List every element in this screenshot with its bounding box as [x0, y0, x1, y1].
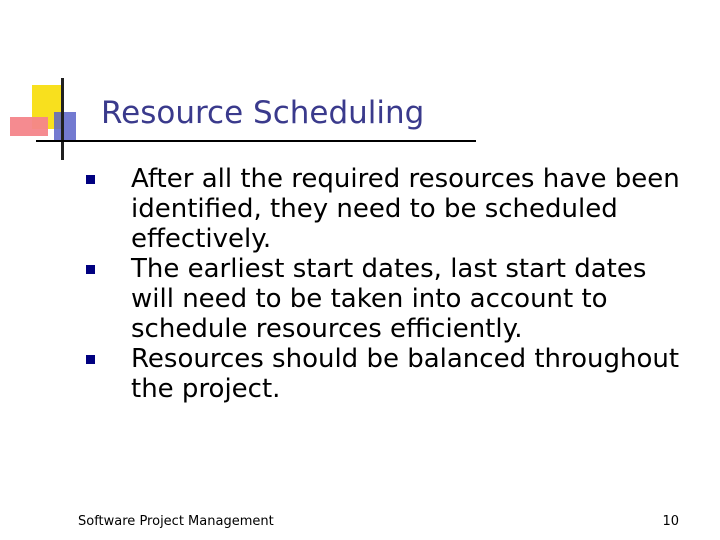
- title-divider: [36, 140, 476, 142]
- page-number: 10: [662, 514, 679, 529]
- bullet-text: After all the required resources have been identified, they need to be scheduled effectively.: [131, 164, 680, 254]
- bullet-item: [86, 254, 696, 344]
- bullet-list: [86, 164, 696, 404]
- slide-decoration-graphic: [0, 0, 110, 170]
- bullet-square-icon: [86, 265, 95, 274]
- bullet-square-icon: [86, 175, 95, 184]
- slide-footer: Software Project Management: [78, 514, 274, 529]
- bullet-item: [86, 164, 696, 254]
- slide-title: Resource Scheduling: [101, 95, 425, 131]
- bullet-text: The earliest start dates, last start dates will need to be taken into account to schedule resources efficiently.: [131, 254, 647, 344]
- bullet-square-icon: [86, 355, 95, 364]
- bullet-item: [86, 344, 696, 404]
- bullet-text: Resources should be balanced throughout the project.: [131, 344, 680, 404]
